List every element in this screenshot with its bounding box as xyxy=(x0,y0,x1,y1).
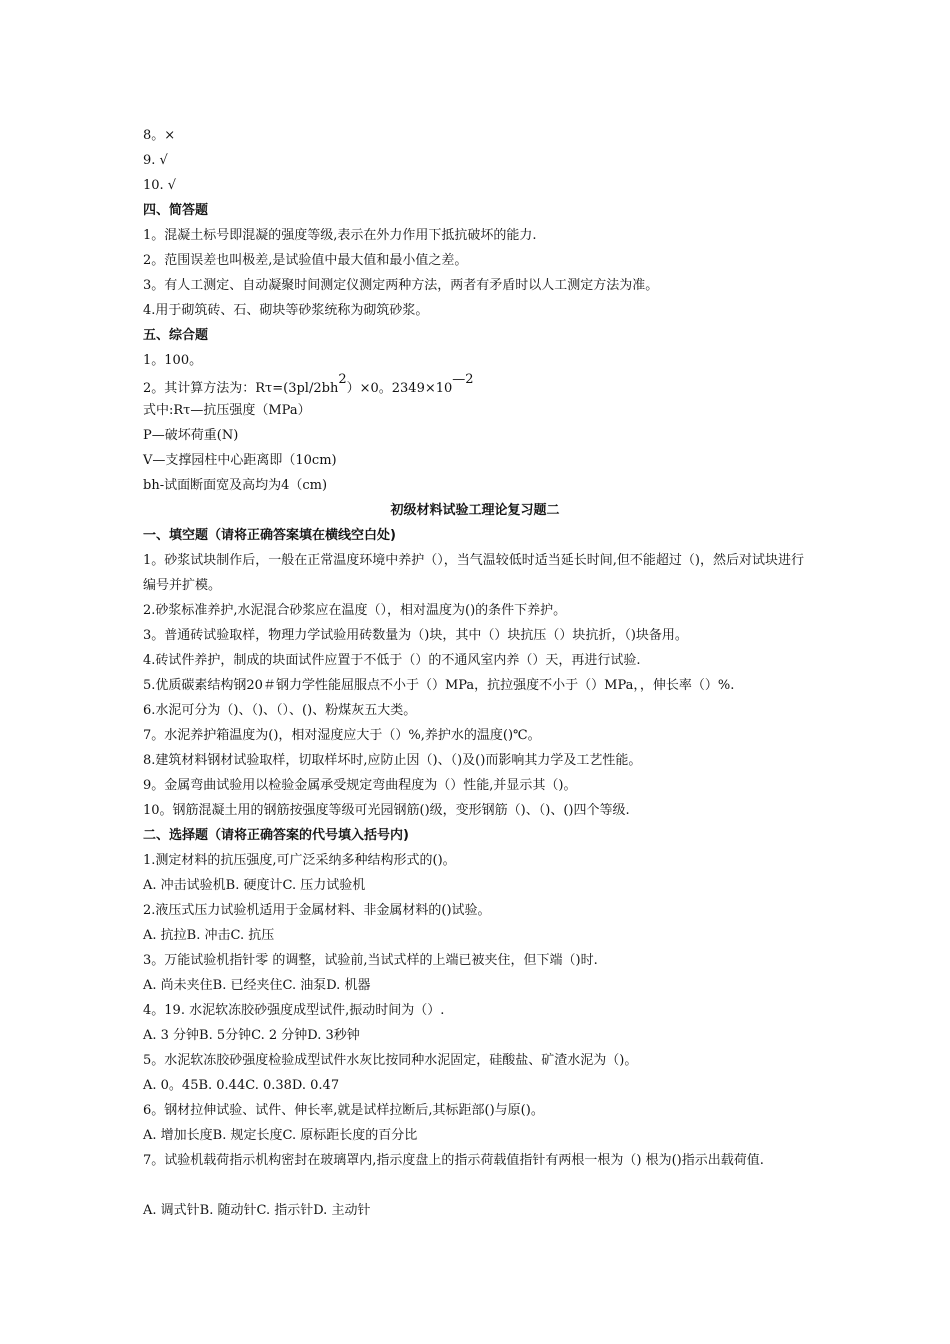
fill-blank-4: 4.砖试件养护，制成的块面试件应置于不低于（）的不通风室内养（）天，再进行试验. xyxy=(143,653,641,668)
choice-question-4: 4。19. 水泥软冻胶砂强度成型试件,振动时间为（）. xyxy=(143,1003,445,1018)
short-answer-3: 3。有人工测定、自动凝聚时间测定仪测定两种方法，两者有矛盾时以人工测定方法为准。 xyxy=(143,278,659,293)
choice-options-3: A. 尚未夹住B. 已经夹住C. 油泵D. 机器 xyxy=(143,978,371,993)
section-heading-short-answer: 四、简答题 xyxy=(143,203,209,218)
formula-exponent-2: —2 xyxy=(452,372,474,387)
formula-line xyxy=(143,372,808,397)
formula-prefix: 2。其计算方法为：Rτ=(3pl/2bh xyxy=(143,381,339,396)
choice-options-2: A. 抗拉B. 冲击C. 抗压 xyxy=(143,928,275,943)
choice-options-1: A. 冲击试验机B. 硬度计C. 压力试验机 xyxy=(143,878,366,893)
fill-blank-10: 10。钢筋混凝土用的钢筋按强度等级可光园钢筋()级，变形钢筋（)、（)、()四个等级. xyxy=(143,803,630,818)
formula-middle: ）×0。2349×10 xyxy=(346,381,453,396)
formula-legend-1: 式中:Rτ—抗压强度（MPa） xyxy=(143,403,311,418)
choice-question-6: 6。钢材拉伸试验、试件、伸长率,就是试样拉断后,其标距部()与原()。 xyxy=(143,1103,544,1118)
choice-options-5: A. 0。45B. 0.44C. 0.38D. 0.47 xyxy=(143,1078,340,1093)
answer-8: 8。× xyxy=(143,128,176,143)
fill-blank-2: 2.砂浆标准养护,水泥混合砂浆应在温度（），相对温度为()的条件下养护。 xyxy=(143,603,567,618)
choice-options-6: A. 增加长度B. 规定长度C. 原标距长度的百分比 xyxy=(143,1128,418,1143)
choice-question-2: 2.液压式压力试验机适用于金属材料、非金属材料的()试验。 xyxy=(143,903,491,918)
short-answer-1: 1。混凝土标号即混凝的强度等级,表示在外力作用下抵抗破坏的能力. xyxy=(143,228,537,243)
document-title: 初级材料试验工理论复习题二 xyxy=(390,503,560,518)
fill-blank-8: 8.建筑材料钢材试验取样，切取样坏时,应防止因（)、（)及()而影响其力学及工艺性能。 xyxy=(143,753,642,768)
formula-legend-2: P—破坏荷重(N) xyxy=(143,428,239,443)
formula-legend-3: V—支撑园柱中心距离即（10cm) xyxy=(143,453,337,468)
comprehensive-1: 1。100。 xyxy=(143,353,203,368)
section-heading-fill-blank: 一、填空题（请将正确答案填在横线空白处) xyxy=(143,528,396,543)
fill-blank-3: 3。普通砖试验取样，物理力学试验用砖数量为（)块，其中（）块抗压（）块抗折，（)块备用。 xyxy=(143,628,688,643)
fill-blank-9: 9。金属弯曲试验用以检验金属承受规定弯曲程度为（）性能,并显示其（)。 xyxy=(143,778,577,793)
choice-options-7: A. 调式针B. 随动针C. 指示针D. 主动针 xyxy=(143,1203,371,1218)
choice-question-1: 1.测定材料的抗压强度,可广泛采纳多种结构形式的()。 xyxy=(143,853,456,868)
fill-blank-6: 6.水泥可分为（)、（)、（）、()、粉煤灰五大类。 xyxy=(143,703,417,718)
answer-9: 9. √ xyxy=(143,153,168,168)
formula-legend-4: bh-试面断面宽及高均为4（cm) xyxy=(143,478,328,493)
section-heading-comprehensive: 五、综合题 xyxy=(143,328,209,343)
formula-exponent-1: 2 xyxy=(338,372,347,387)
choice-question-7: 7。试验机载荷指示机构密封在玻璃罩内,指示度盘上的指示荷载值指针有两根一根为（) 根为()指示出载荷值. xyxy=(143,1153,764,1168)
answer-10: 10. √ xyxy=(143,178,177,193)
fill-blank-1: 1。砂浆试块制作后，一般在正常温度环境中养护（），当气温较低时适当延长时间,但不能超过（)，然后对试块进行编号并扩模。 xyxy=(143,553,804,593)
choice-question-3: 3。万能试验机指针零 的调整，试验前,当试式样的上端已被夹住，但下端（)时. xyxy=(143,953,598,968)
fill-blank-5: 5.优质碳素结构钢20＃钢力学性能屈服点不小于（）MPa，抗拉强度不小于（）MPa，，伸长率（）%. xyxy=(143,678,735,693)
section-heading-choice: 二、选择题（请将正确答案的代号填入括号内) xyxy=(143,828,409,843)
short-answer-2: 2。范围误差也叫极差,是试验值中最大值和最小值之差。 xyxy=(143,253,468,268)
choice-options-4: A. 3 分钟B. 5分钟C. 2 分钟D. 3秒钟 xyxy=(143,1028,360,1043)
short-answer-4: 4.用于砌筑砖、石、砌块等砂浆统称为砌筑砂浆。 xyxy=(143,303,429,318)
fill-blank-7: 7。水泥养护箱温度为()，相对湿度应大于（）%,养护水的温度()℃。 xyxy=(143,728,541,743)
choice-question-5: 5。水泥软冻胶砂强度检验成型试件水灰比按同种水泥固定，硅酸盐、矿渣水泥为（)。 xyxy=(143,1053,638,1068)
